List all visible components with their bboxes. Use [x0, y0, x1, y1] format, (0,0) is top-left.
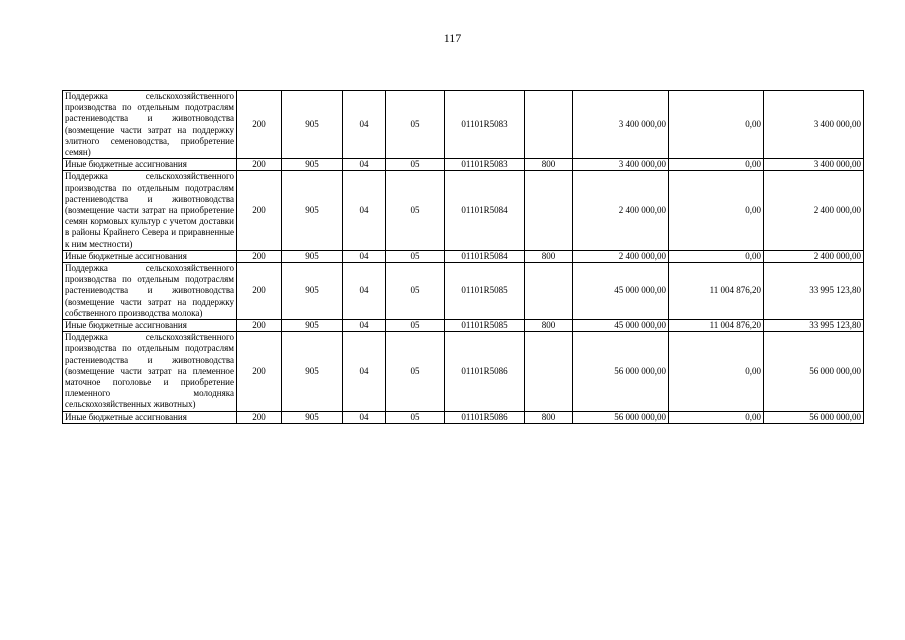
cell-ministry-code: 905: [282, 332, 343, 411]
table-row: [63, 263, 864, 320]
cell-expense-type: 800: [525, 250, 573, 262]
cell-ministry-code: 905: [282, 159, 343, 171]
cell-amount-change: 0,00: [669, 411, 764, 423]
cell-ministry-code: 905: [282, 250, 343, 262]
cell-ministry-code: 905: [282, 171, 343, 250]
cell-amount-change: 0,00: [669, 91, 764, 159]
cell-target-article: 01101R5083: [445, 159, 525, 171]
cell-subsection: 05: [386, 263, 445, 320]
cell-amount-planned: 3 400 000,00: [573, 91, 669, 159]
table-row: [63, 250, 864, 262]
cell-amount-planned: 56 000 000,00: [573, 332, 669, 411]
table-row: [63, 91, 864, 159]
cell-amount-change: 11 004 876,20: [669, 320, 764, 332]
cell-amount-total: 56 000 000,00: [764, 332, 864, 411]
cell-code-1: 200: [237, 411, 282, 423]
cell-expense-type: [525, 263, 573, 320]
cell-description: Поддержка сельскохозяйственного производства по отдельным подотраслям растениеводства и животноводства (возмещение части затрат на племенное маточное поголовье и приобретение племенного молодняка сельскохозяйственных животных): [63, 332, 237, 411]
cell-amount-total: 2 400 000,00: [764, 171, 864, 250]
cell-amount-change: 0,00: [669, 171, 764, 250]
table-row: [63, 320, 864, 332]
cell-description: Поддержка сельскохозяйственного производства по отдельным подотраслям растениеводства и животноводства (возмещение части затрат на приобретение семян кормовых культур с учетом доставки в районы Крайнего Севера и приравненные к ним местности): [63, 171, 237, 250]
cell-description: Иные бюджетные ассигнования: [63, 320, 237, 332]
cell-ministry-code: 905: [282, 320, 343, 332]
cell-target-article: 01101R5085: [445, 263, 525, 320]
cell-amount-total: 56 000 000,00: [764, 411, 864, 423]
cell-subsection: 05: [386, 171, 445, 250]
cell-code-1: 200: [237, 159, 282, 171]
cell-amount-change: 0,00: [669, 159, 764, 171]
cell-amount-planned: 2 400 000,00: [573, 171, 669, 250]
cell-amount-planned: 56 000 000,00: [573, 411, 669, 423]
cell-expense-type: [525, 91, 573, 159]
cell-target-article: 01101R5086: [445, 332, 525, 411]
cell-section: 04: [343, 91, 386, 159]
cell-subsection: 05: [386, 320, 445, 332]
cell-subsection: 05: [386, 91, 445, 159]
cell-expense-type: 800: [525, 320, 573, 332]
cell-expense-type: 800: [525, 411, 573, 423]
cell-target-article: 01101R5084: [445, 171, 525, 250]
table-row: [63, 171, 864, 250]
cell-section: 04: [343, 250, 386, 262]
cell-description: Иные бюджетные ассигнования: [63, 411, 237, 423]
cell-description: Поддержка сельскохозяйственного производства по отдельным подотраслям растениеводства и животноводства (возмещение части затрат на поддержку собственного производства молока): [63, 263, 237, 320]
cell-amount-total: 3 400 000,00: [764, 159, 864, 171]
cell-code-1: 200: [237, 250, 282, 262]
cell-ministry-code: 905: [282, 263, 343, 320]
cell-amount-total: 3 400 000,00: [764, 91, 864, 159]
cell-section: 04: [343, 411, 386, 423]
cell-code-1: 200: [237, 332, 282, 411]
cell-section: 04: [343, 171, 386, 250]
cell-description: Иные бюджетные ассигнования: [63, 250, 237, 262]
cell-amount-planned: 3 400 000,00: [573, 159, 669, 171]
cell-description: Иные бюджетные ассигнования: [63, 159, 237, 171]
cell-amount-change: 0,00: [669, 250, 764, 262]
cell-target-article: 01101R5084: [445, 250, 525, 262]
cell-code-1: 200: [237, 171, 282, 250]
cell-subsection: 05: [386, 332, 445, 411]
cell-amount-planned: 2 400 000,00: [573, 250, 669, 262]
budget-table: [62, 90, 864, 424]
cell-section: 04: [343, 332, 386, 411]
cell-subsection: 05: [386, 159, 445, 171]
cell-ministry-code: 905: [282, 91, 343, 159]
cell-amount-planned: 45 000 000,00: [573, 263, 669, 320]
table-row: [63, 332, 864, 411]
cell-amount-total: 2 400 000,00: [764, 250, 864, 262]
cell-subsection: 05: [386, 250, 445, 262]
table-row: [63, 411, 864, 423]
cell-amount-change: 11 004 876,20: [669, 263, 764, 320]
cell-target-article: 01101R5083: [445, 91, 525, 159]
cell-expense-type: 800: [525, 159, 573, 171]
cell-amount-total: 33 995 123,80: [764, 263, 864, 320]
cell-description: Поддержка сельскохозяйственного производства по отдельным подотраслям растениеводства и животноводства (возмещение части затрат на поддержку элитного семеноводства, приобретение семян): [63, 91, 237, 159]
cell-target-article: 01101R5086: [445, 411, 525, 423]
cell-expense-type: [525, 332, 573, 411]
cell-section: 04: [343, 263, 386, 320]
cell-expense-type: [525, 171, 573, 250]
cell-code-1: 200: [237, 320, 282, 332]
cell-target-article: 01101R5085: [445, 320, 525, 332]
cell-section: 04: [343, 320, 386, 332]
cell-ministry-code: 905: [282, 411, 343, 423]
cell-amount-total: 33 995 123,80: [764, 320, 864, 332]
page-number: 117: [443, 31, 462, 45]
cell-amount-change: 0,00: [669, 332, 764, 411]
cell-section: 04: [343, 159, 386, 171]
cell-amount-planned: 45 000 000,00: [573, 320, 669, 332]
cell-code-1: 200: [237, 263, 282, 320]
cell-code-1: 200: [237, 91, 282, 159]
table-row: [63, 159, 864, 171]
cell-subsection: 05: [386, 411, 445, 423]
